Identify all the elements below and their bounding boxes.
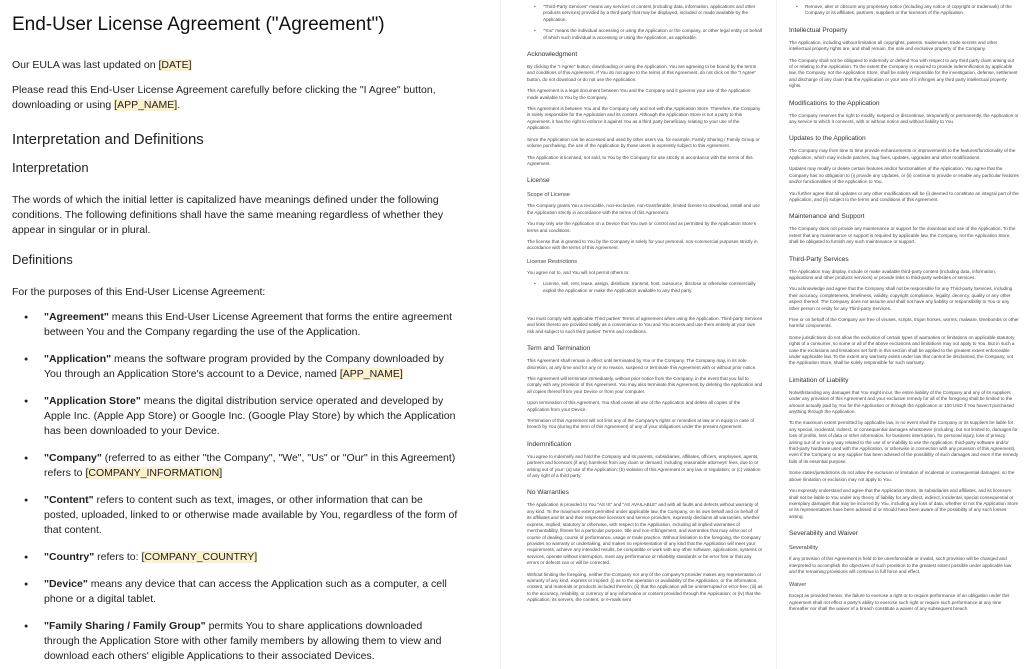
modifications-paragraph: The Company reserves the right to modify, suspend or discontinue, temporarily or permanently, the Application or any service to which it connects, with or without notice and without liability to You.	[789, 112, 1019, 125]
definition-item	[34, 310, 458, 340]
paragraph: Updates may modify or delete certain features and/or functionalities of the Application. You agree that the Company has no obligation to (i) provide any Updates, or (ii) continue to provide or enable any particular features and/or functionalities of the Application to You.	[789, 166, 1019, 185]
definition-term: "Content"	[44, 494, 94, 506]
date-placeholder: [DATE]	[158, 59, 192, 71]
definition-text: means the software program provided by the Company downloaded by You through an Application Store's account to a Device, named	[44, 353, 444, 380]
ip-section	[789, 40, 1019, 90]
paragraph: The Company grants You a revocable, non-exclusive, non-transferable, limited license to download, install and use the Application strictly in accordance with the terms of this Agreement.	[527, 203, 760, 215]
definition-text: refers to:	[94, 551, 142, 563]
paragraph: To the maximum extent permitted by applicable law, in no event shall the Company or its suppliers be liable for any special, incidental, indirect, or consequential damages whatsoever (including, but not limited to, damages for loss of profits, loss of data or other information, for business interruption, for personal injury, loss of privacy arising out of or in any way related to the use of or inability to use the Application, third-party software and/or third-party hardware used with the Application, or otherwise in connection with any provision of this Agreement), even if the Company or any supplier has been advised of the possibility of such damages and even if the remedy fails of its essential purpose.	[789, 420, 1019, 464]
placeholder-token: [APP_NAME]	[339, 368, 403, 380]
definition-term: "Application"	[44, 353, 112, 365]
restriction-item: • Remove, alter or obscure any proprietary notice (including any notice of copyright or trademark) of the Company or its affiliates, partners, suppliers or the licensors of the Application.	[801, 4, 1019, 17]
paragraph: You further agree that all updates or any other modifications will be (i) deemed to constitute an integral part of the Application, and (ii) subject to the terms and conditions of this Agreement.	[789, 190, 1019, 202]
definition-item: • "You" means the individual accessing or using the Application or the company, or other legal entity on behalf of which such individual is accessing or using the Application, as applicable.	[539, 28, 763, 41]
definition-item	[34, 493, 458, 538]
acknowledgment-section	[527, 64, 763, 167]
heading-maintenance-support: Maintenance and Support	[789, 213, 865, 221]
paragraph: The Company shall not be obligated to indemnify or defend You with respect to any third party claim arising out of or relating to the Application. To the extent the Company is required to provide indemnification by applicable law, the Company, not the Application Store, shall be solely responsible for the investigation, defense, settlement and discharge of any claim that the Application or your use of it infringes any third party intellectual property rights.	[789, 57, 1018, 89]
page-divider	[500, 0, 501, 669]
definitions-intro: For the purposes of this End-User License Agreement:	[12, 286, 266, 298]
placeholder-token: [COMPANY_COUNTRY]	[141, 551, 258, 563]
warranties-section	[527, 502, 763, 603]
third-party-terms-paragraph: You must comply with applicable Third parties' Terms of agreement when using the Application. Third-party Services and links thereto are provided solely as a convenience to You and You access and use them entirely at your own risk and subject to such third parties' Terms and conditions.	[527, 315, 763, 334]
eula-page-3-column	[789, 0, 1019, 669]
subheading-interpretation: Interpretation	[12, 160, 89, 175]
heading-waiver: Waiver	[789, 582, 807, 589]
paragraph: You may only use the Application on a Device that You own or control and as permitted by the Application Store's terms and conditions.	[527, 221, 757, 233]
definition-term: "Company"	[44, 452, 102, 464]
definition-item	[34, 577, 458, 607]
intro-paragraph: Please read this End-User License Agreement carefully before clicking the "I Agree" button, downloading or using [APP_NAME].	[12, 84, 436, 111]
definition-item	[34, 451, 458, 481]
heading-updates: Updates to the Application	[789, 135, 866, 143]
severability-paragraph: If any provision of this Agreement is held to be unenforceable or invalid, such provision will be changed and interpreted to accomplish the objectives of such provision to the greatest extent possible under applicable law and the remaining provisions will continue in full force and effect.	[789, 556, 1012, 574]
heading-indemnification: Indemnification	[527, 440, 572, 448]
paragraph: Since the Application can be accessed and used by other users via, for example, Family Sharing / Family Group or volume purchasing, the use of the Application by those users is expressly subject to this Agreement.	[527, 136, 760, 149]
definition-term: "Device"	[44, 578, 88, 590]
paragraph: The Company may from time to time provide enhancements or improvements to the features/functionality of the Application, which may include patches, bug fixes, updates, upgrades and other modifications.	[789, 148, 1016, 160]
definition-text: refers to content such as text, images, or other information that can be posted, uploaded, linked to or otherwise made available by You, regardless of the form of that content.	[44, 494, 458, 536]
definition-text: means this End-User License Agreement that forms the entire agreement between You and the Company regarding the use of the Application.	[44, 311, 452, 338]
placeholder-token: [COMPANY_INFORMATION]	[85, 467, 223, 479]
heading-severability-waiver: Severability and Waiver	[789, 530, 859, 538]
definition-item	[34, 619, 458, 664]
restrictions-intro: You agree not to, and You will not permit others to:	[527, 269, 630, 275]
eula-page-2-column	[527, 0, 763, 669]
paragraph: Some states/jurisdictions do not allow the exclusion or limitation of incidental or consequential damages, so the above limitation or exclusion may not apply to You.	[789, 470, 1015, 482]
paragraph: You expressly understand and agree that the Application Store, its subsidiaries and affiliates, and its licensors shall not be liable to You under any theory of liability for any direct, indirect, incidental, special consequential or exemplary damages that may be incurred by You, including any loss of data, whether or not the Application Store or its representatives have been advised of or should have been aware of the possibility of any such losses arising.	[789, 488, 1019, 519]
page-title: End-User License Agreement ("Agreement")	[12, 14, 385, 35]
heading-severability: Severability	[789, 545, 818, 552]
definition-item	[34, 352, 458, 382]
paragraph: Termination of this Agreement will not limit any of the Company's rights or remedies at law or in equity in case of breach by You (during the term of this Agreement) of any of your obligations under the present Agreement.	[527, 418, 755, 430]
liability-section	[789, 390, 1019, 520]
definition-term: "Family Sharing / Family Group"	[44, 620, 206, 632]
last-updated-text: Our EULA was last updated on [DATE]	[12, 59, 192, 71]
paragraph: Upon termination of this Agreement, You shall cease all use of the Application and delete all copies of the Application from your Device.	[527, 400, 741, 412]
paragraph: The Application is provided to You "AS IS" and "AS AVAILABLE" and with all faults and defects without warranty of any kind. To the maximum extent permitted under applicable law, the Company, on its own behalf and on behalf of its affiliates and its and their respective licensors and service providers, expressly disclaims all warranties, whether express, implied, statutory or otherwise, with respect to the Application, including all implied warranties of merchantability, fitness for a particular purpose, title and non-infringement, and warranties that may arise out of course of dealing, course of performance, usage or trade practice. Without limitation to the foregoing, the Company provides no warranty or undertaking, and makes no representation of any kind that the Application will meet your requirements, achieve any intended results, be compatible or work with any other software, applications, systems or services, operate without interruption, meet any performance or reliability standards or be error free or that any errors or defects can or will be corrected.	[527, 502, 763, 566]
definition-text: means any device that can access the Application such as a computer, a cell phone or a digital tablet.	[44, 578, 447, 605]
third-party-section	[789, 269, 1019, 367]
paragraph: You acknowledge and agree that the Company shall not be responsible for any Third-party Services, including their accuracy, completeness, timeliness, validity, copyright compliance, legality, decency, quality or any other aspect thereof. The Company does not assume and shall not have any liability or responsibility to You or any other person or entity for any Third-party Services.	[789, 286, 1013, 311]
heading-no-warranties: No Warranties	[527, 489, 569, 497]
paragraph: The Application is licensed, not sold, to You by the Company for use strictly in accordance with the terms of this Agreement.	[527, 154, 753, 166]
restrictions-list	[527, 281, 763, 294]
indemnification-paragraph: You agree to indemnify and hold the Company and its parents, subsidiaries, affiliates, officers, employees, agents, partners and licensors (if any) harmless from any claim or demand, including reasonable attorneys' fees, due to or arising out of your: (a) use of the Application; (b) violation of this Agreement or any law or regulation; or (c) violation of any right of a third party.	[527, 453, 761, 479]
heading-third-party-services: Third-Party Services	[789, 255, 849, 263]
definitions-list-continued	[527, 4, 763, 41]
heading-acknowledgment: Acknowledgment	[527, 51, 578, 59]
definition-text: (referred to as either "the Company", "We", "Us" or "Our" in this Agreement) refers to	[44, 452, 456, 479]
definition-term: "Application Store"	[44, 395, 141, 407]
heading-scope-of-license: Scope of License	[527, 192, 570, 199]
interpretation-paragraph: The words of which the initial letter is capitalized have meanings defined under the following conditions. The following definitions shall have the same meaning regardless of whether they appear in singular or in plural.	[12, 194, 444, 236]
paragraph: This Agreement will terminate immediately, without prior notice from the Company, in the event that you fail to comply with any provision of this Agreement. You may also terminate this Agreement by deleting the Application and all copies thereof from your Device or from your computer.	[527, 376, 763, 394]
heading-license: License	[527, 177, 550, 185]
paragraph: The license that is granted to You by the Company is solely for your personal, non-commercial purposes strictly in accordance with the terms of this Agreement.	[527, 238, 758, 251]
definition-item: • "Third-Party Services" means any services or content (including data, information, applications and other products services) provided by a third-party that may be displayed, included or made available by the Application.	[539, 4, 763, 23]
heading-limitation-liability: Limitation of Liability	[789, 376, 849, 384]
paragraph: This Agreement shall remain in effect until terminated by You or the Company. The Company may, in its sole discretion, at any time and for any or no reason, suspend or terminate this Agreement with or without prior notice.	[527, 358, 757, 370]
heading-intellectual-property: Intellectual Property	[789, 26, 848, 34]
waiver-paragraph: Except as provided herein, the failure to exercise a right or to require performance of an obligation under this Agreement shall not effect a party's ability to exercise such right or require such performance at any time thereafter nor shall the waiver of a breach constitute a waiver of any subsequent breach.	[789, 593, 1010, 612]
paragraph: The Application may display, include or make available third-party content (including data, information, applications and other products services) or provide links to third-party websites or services.	[789, 268, 996, 280]
maintenance-paragraph: The Company does not provide any maintenance or support for the download and use of the Application. To the extent that any maintenance or support is required by applicable law, the Company, not the Application Store, shall be obligated to furnish any such maintenance or support.	[789, 226, 1016, 245]
paragraph: This Agreement is a legal document between You and the Company and it governs your use of the Application made available to You by the Company.	[527, 88, 751, 100]
definition-text: permits You to share applications downloaded through the Application Store with other family members by allowing them to view and download each others' eligible Applications to their associated Devices.	[44, 620, 442, 662]
termination-section	[527, 358, 763, 431]
heading-term-termination: Term and Termination	[527, 345, 591, 353]
definition-item	[34, 550, 458, 565]
definition-item	[34, 394, 458, 439]
page-divider	[776, 0, 777, 669]
paragraph: Notwithstanding any damages that You might incur, the entire liability of the Company and any of its suppliers under any provision of this Agreement and your exclusive remedy for all of the foregoing shall be limited to the amount actually paid by You for the Application or through the Application or 100 USD if You haven't purchased anything through the Application.	[789, 389, 1014, 415]
definition-term: "Country"	[44, 551, 95, 563]
paragraph: By clicking the "I Agree" button, downloading or using the Application, You are agreeing to be bound by the terms and conditions of this Agreement. If You do not agree to the terms of this Agreement, do not click on the "I Agree" button, do not download or do not use the Application.	[527, 64, 757, 82]
paragraph: Free or on behalf of the Company are free of viruses, scripts, trojan horses, worms, malware, timebombs or other harmful components.	[789, 316, 1019, 329]
definitions-list	[12, 310, 458, 664]
app-name-placeholder: [APP_NAME]	[114, 99, 178, 111]
updates-section	[789, 148, 1019, 203]
subheading-definitions: Definitions	[12, 252, 73, 267]
paragraph: Some jurisdictions do not allow the exclusion of certain types of warranties or limitations on applicable statutory rights of a consumer, so some or all of the above exclusions and limitations may not apply to You. But in such a case the exclusions and limitations set forth in this section shall be applied to the greatest extent enforceable under applicable law. To the extent any warranty exists under law that cannot be disclaimed, the Company, not the Application Store, shall be solely responsible for such warranty.	[789, 334, 1015, 366]
heading-modifications: Modifications to the Application	[789, 99, 880, 107]
eula-main-column	[0, 0, 470, 669]
paragraph: This Agreement is between You and the Company only and not with the Application Store. Therefore, the Company is solely responsible for the Application and its content. Although the Application Store is not a party to this Agreement, it has the right to enforce it against You as a third party beneficiary relating to your use of the Application.	[527, 106, 761, 131]
definition-text: means the digital distribution service operated and developed by Apple Inc. (Apple App Store) or Google Inc. (Google Play Store) by which the Application has been downloaded to your Device.	[44, 395, 456, 437]
restrictions-list-continued	[789, 4, 1019, 17]
paragraph: Without limiting the foregoing, neither the Company nor any of the company's provider makes any representation or warranty of any kind, express or implied: (i) as to the operation or availability of the Application, or the information, content, and materials or products included thereon; (ii) that the Application will be uninterrupted or error-free; (iii) as to the accuracy, reliability, or currency of any information or content provided through the Application; or (iv) that the Application, its servers, the content, or e-mails sent	[527, 571, 763, 603]
paragraph: The Application, including without limitation all copyrights, patents, trademarks, trade secrets and other intellectual property rights are, and shall remain, the sole and exclusive property of the Company.	[789, 39, 998, 52]
section-heading-interpretation-definitions: Interpretation and Definitions	[12, 131, 204, 148]
definition-term: "Agreement"	[44, 311, 109, 323]
restriction-item: • License, sell, rent, lease, assign, distribute, transmit, host, outsource, disclose or otherwise commercially exploit the Application or make the Application available to any third party.	[539, 281, 763, 294]
scope-section	[527, 203, 763, 251]
heading-license-restrictions: License Restrictions	[527, 258, 578, 265]
